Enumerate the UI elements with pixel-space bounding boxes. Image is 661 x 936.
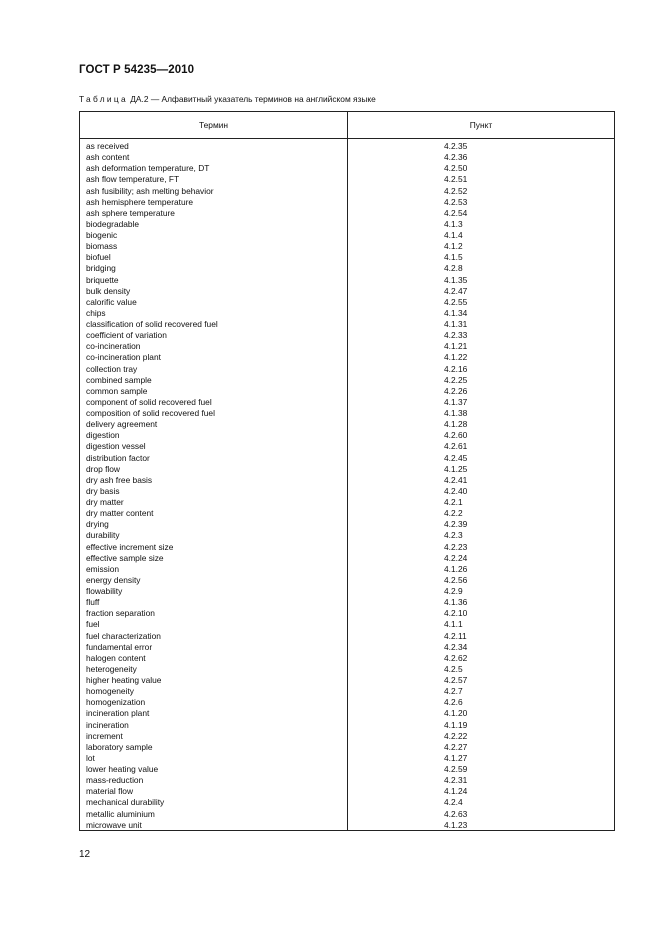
table-row (80, 697, 614, 708)
table-row (80, 263, 614, 274)
term-cell: chips (86, 307, 106, 318)
table-row (80, 453, 614, 464)
clause-cell: 4.1.21 (444, 341, 468, 352)
term-cell: dry matter content (86, 508, 154, 519)
table-row (80, 341, 614, 352)
clause-cell: 4.2.6 (444, 697, 463, 708)
caption-prefix: Таблица (79, 94, 128, 104)
term-cell: common sample (86, 385, 148, 396)
term-cell: ash flow temperature, FT (86, 174, 180, 185)
table-row (80, 408, 614, 419)
clause-cell: 4.2.52 (444, 185, 468, 196)
table-row (80, 241, 614, 252)
term-cell: composition of solid recovered fuel (86, 408, 215, 418)
clause-cell: 4.1.3 (444, 218, 463, 229)
clause-cell: 4.1.23 (444, 819, 468, 830)
table-row (80, 720, 614, 731)
table-row (80, 519, 614, 530)
clause-cell: 4.2.54 (444, 207, 468, 218)
term-cell: fuel characterization (86, 630, 161, 641)
term-cell: higher heating value (86, 675, 162, 685)
table-row (80, 786, 614, 797)
table-row (80, 397, 614, 408)
terms-index-table (79, 111, 615, 831)
table-row (80, 319, 614, 330)
term-cell: co-incineration plant (86, 352, 161, 363)
table-row (80, 186, 614, 197)
table-row (80, 252, 614, 263)
clause-cell: 4.2.63 (444, 808, 468, 819)
table-row (80, 731, 614, 742)
term-cell: ash hemisphere temperature (86, 196, 194, 207)
table-row (80, 163, 614, 174)
term-cell: emission (86, 563, 120, 574)
term-cell: fuel (86, 619, 100, 630)
table-row (80, 542, 614, 553)
table-row (80, 553, 614, 564)
term-cell: fundamental error (86, 641, 153, 652)
table-row (80, 753, 614, 764)
header-clause: Пункт (469, 120, 493, 130)
term-cell: bulk density (86, 285, 131, 296)
term-cell: increment (86, 730, 123, 741)
clause-cell: 4.1.1 (444, 619, 463, 630)
clause-cell: 4.1.25 (444, 463, 468, 474)
term-cell: homogenization (86, 697, 146, 708)
table-row (80, 297, 614, 308)
clause-cell: 4.2.8 (444, 263, 463, 274)
clause-cell: 4.2.1 (444, 497, 463, 507)
clause-cell: 4.2.26 (444, 385, 468, 396)
term-cell: bridging (86, 263, 116, 274)
table-row (80, 286, 614, 297)
term-cell: biodegradable (86, 218, 140, 229)
term-cell: energy density (86, 574, 141, 585)
term-cell: ash content (86, 152, 130, 163)
table-row (80, 686, 614, 697)
term-cell: effective increment size (86, 541, 174, 552)
clause-cell: 4.2.11 (444, 630, 467, 641)
clause-cell: 4.2.3 (444, 530, 463, 541)
table-row (80, 575, 614, 586)
term-cell: biofuel (86, 252, 111, 263)
clause-cell: 4.1.24 (444, 786, 468, 797)
table-row (80, 564, 614, 575)
term-cell: digestion (86, 430, 120, 441)
clause-cell: 4.2.62 (444, 652, 468, 663)
table-row (80, 664, 614, 675)
clause-cell: 4.1.20 (444, 708, 468, 719)
table-row (80, 486, 614, 497)
term-cell: biomass (86, 241, 118, 252)
term-cell: dry ash free basis (86, 474, 153, 485)
table-row (80, 675, 614, 686)
clause-cell: 4.1.27 (444, 752, 468, 763)
clause-cell: 4.1.34 (444, 307, 468, 318)
term-cell: drop flow (86, 463, 120, 474)
clause-cell: 4.2.24 (444, 552, 468, 563)
term-cell: ash deformation temperature, DT (86, 163, 210, 174)
clause-cell: 4.2.23 (444, 541, 468, 552)
table-row (80, 197, 614, 208)
clause-cell: 4.2.31 (444, 775, 468, 786)
table-row (80, 653, 614, 664)
term-cell: effective sample size (86, 552, 164, 563)
header-term: Термин (198, 120, 229, 130)
term-cell: ash sphere temperature (86, 207, 175, 218)
table-row (80, 419, 614, 430)
clause-cell: 4.2.34 (444, 641, 468, 652)
term-cell: biogenic (86, 230, 118, 240)
clause-cell: 4.1.35 (444, 274, 468, 285)
clause-cell: 4.2.39 (444, 519, 468, 530)
term-cell: incineration plant (86, 708, 150, 719)
clause-cell: 4.1.28 (444, 419, 468, 430)
clause-cell: 4.1.22 (444, 352, 468, 363)
term-cell: calorific value (86, 296, 137, 307)
term-cell: combined sample (86, 374, 152, 385)
clause-cell: 4.2.56 (444, 574, 468, 585)
table-row (80, 275, 614, 286)
clause-cell: 4.2.51 (444, 174, 468, 185)
table-row (80, 586, 614, 597)
term-cell: dry matter (86, 497, 124, 507)
clause-cell: 4.1.5 (444, 252, 463, 263)
term-cell: coefficient of variation (86, 330, 167, 341)
clause-cell: 4.2.59 (444, 764, 468, 774)
table-row (80, 441, 614, 452)
clause-cell: 4.2.9 (444, 586, 463, 596)
term-cell: incineration (86, 719, 129, 730)
clause-cell: 4.2.5 (444, 663, 463, 674)
caption-text: ДА.2 — Алфавитный указатель терминов на английском языке (127, 94, 376, 104)
clause-cell: 4.2.33 (444, 330, 468, 341)
clause-cell: 4.2.2 (444, 508, 463, 519)
term-cell: dry basis (86, 485, 120, 496)
table-row (80, 375, 614, 386)
table-row (80, 530, 614, 541)
clause-cell: 4.2.40 (444, 485, 468, 496)
table-row (80, 330, 614, 341)
term-cell: flowability (86, 586, 123, 596)
term-cell: lower heating value (86, 764, 159, 774)
table-row (80, 464, 614, 475)
term-cell: lot (86, 752, 95, 763)
clause-cell: 4.2.7 (444, 686, 463, 697)
term-cell: mechanical durability (86, 797, 165, 808)
table-row (80, 809, 614, 820)
table-row (80, 708, 614, 719)
term-cell: mass-reduction (86, 775, 144, 786)
table-row (80, 475, 614, 486)
clause-cell: 4.2.10 (444, 608, 468, 619)
term-cell: laboratory sample (86, 741, 153, 752)
clause-cell: 4.1.4 (444, 230, 463, 240)
term-cell: heterogeneity (86, 663, 137, 674)
table-row (80, 619, 614, 630)
term-cell: classification of solid recovered fuel (86, 319, 218, 329)
table-row (80, 797, 614, 808)
term-cell: as received (86, 141, 129, 151)
clause-cell: 4.1.38 (444, 408, 468, 418)
table-row (80, 508, 614, 519)
table-row (80, 230, 614, 241)
clause-cell: 4.2.47 (444, 285, 468, 296)
clause-cell: 4.2.50 (444, 163, 468, 174)
table-header-row (80, 112, 614, 139)
clause-cell: 4.2.4 (444, 797, 463, 808)
term-cell: drying (86, 519, 109, 530)
table-row (80, 208, 614, 219)
term-cell: halogen content (86, 652, 146, 663)
table-row (80, 219, 614, 230)
table-row (80, 764, 614, 775)
term-cell: fraction separation (86, 608, 155, 619)
clause-cell: 4.2.53 (444, 196, 468, 207)
clause-cell: 4.1.2 (444, 241, 463, 252)
table-row (80, 608, 614, 619)
clause-cell: 4.2.57 (444, 675, 468, 685)
table-row (80, 820, 614, 831)
term-cell: microwave unit (86, 819, 142, 830)
clause-cell: 4.1.36 (444, 597, 468, 608)
term-cell: durability (86, 530, 120, 541)
table-body (80, 141, 614, 831)
clause-cell: 4.1.26 (444, 563, 468, 574)
term-cell: metallic aluminium (86, 808, 155, 819)
clause-cell: 4.2.27 (444, 741, 468, 752)
term-cell: briquette (86, 274, 119, 285)
table-row (80, 775, 614, 786)
table-row (80, 152, 614, 163)
term-cell: distribution factor (86, 452, 150, 463)
clause-cell: 4.2.55 (444, 296, 468, 307)
clause-cell: 4.1.31 (444, 319, 468, 329)
page-number: 12 (79, 849, 91, 860)
table-row (80, 386, 614, 397)
table-caption (79, 94, 376, 104)
clause-cell: 4.2.60 (444, 430, 468, 441)
table-row (80, 308, 614, 319)
table-row (80, 497, 614, 508)
table-row (80, 430, 614, 441)
clause-cell: 4.1.19 (444, 719, 468, 730)
table-row (80, 742, 614, 753)
table-row (80, 642, 614, 653)
term-cell: delivery agreement (86, 419, 158, 430)
table-row (80, 631, 614, 642)
clause-cell: 4.2.36 (444, 152, 468, 163)
table-row (80, 352, 614, 363)
term-cell: material flow (86, 786, 134, 797)
clause-cell: 4.2.41 (444, 474, 468, 485)
term-cell: fluff (86, 597, 100, 608)
term-cell: component of solid recovered fuel (86, 396, 212, 407)
clause-cell: 4.2.22 (444, 730, 468, 741)
clause-cell: 4.2.25 (444, 374, 468, 385)
term-cell: digestion vessel (86, 441, 146, 452)
term-cell: collection tray (86, 363, 138, 374)
term-cell: ash fusibility; ash melting behavior (86, 185, 214, 196)
table-row (80, 174, 614, 185)
clause-cell: 4.2.45 (444, 452, 468, 463)
clause-cell: 4.2.35 (444, 141, 468, 151)
table-row (80, 597, 614, 608)
clause-cell: 4.2.16 (444, 363, 468, 374)
document-title: ГОСТ Р 54235—2010 (79, 64, 195, 76)
table-row (80, 364, 614, 375)
term-cell: co-incineration (86, 341, 141, 352)
clause-cell: 4.1.37 (444, 396, 468, 407)
table-row (80, 141, 614, 152)
term-cell: homogeneity (86, 686, 134, 697)
clause-cell: 4.2.61 (444, 441, 468, 452)
